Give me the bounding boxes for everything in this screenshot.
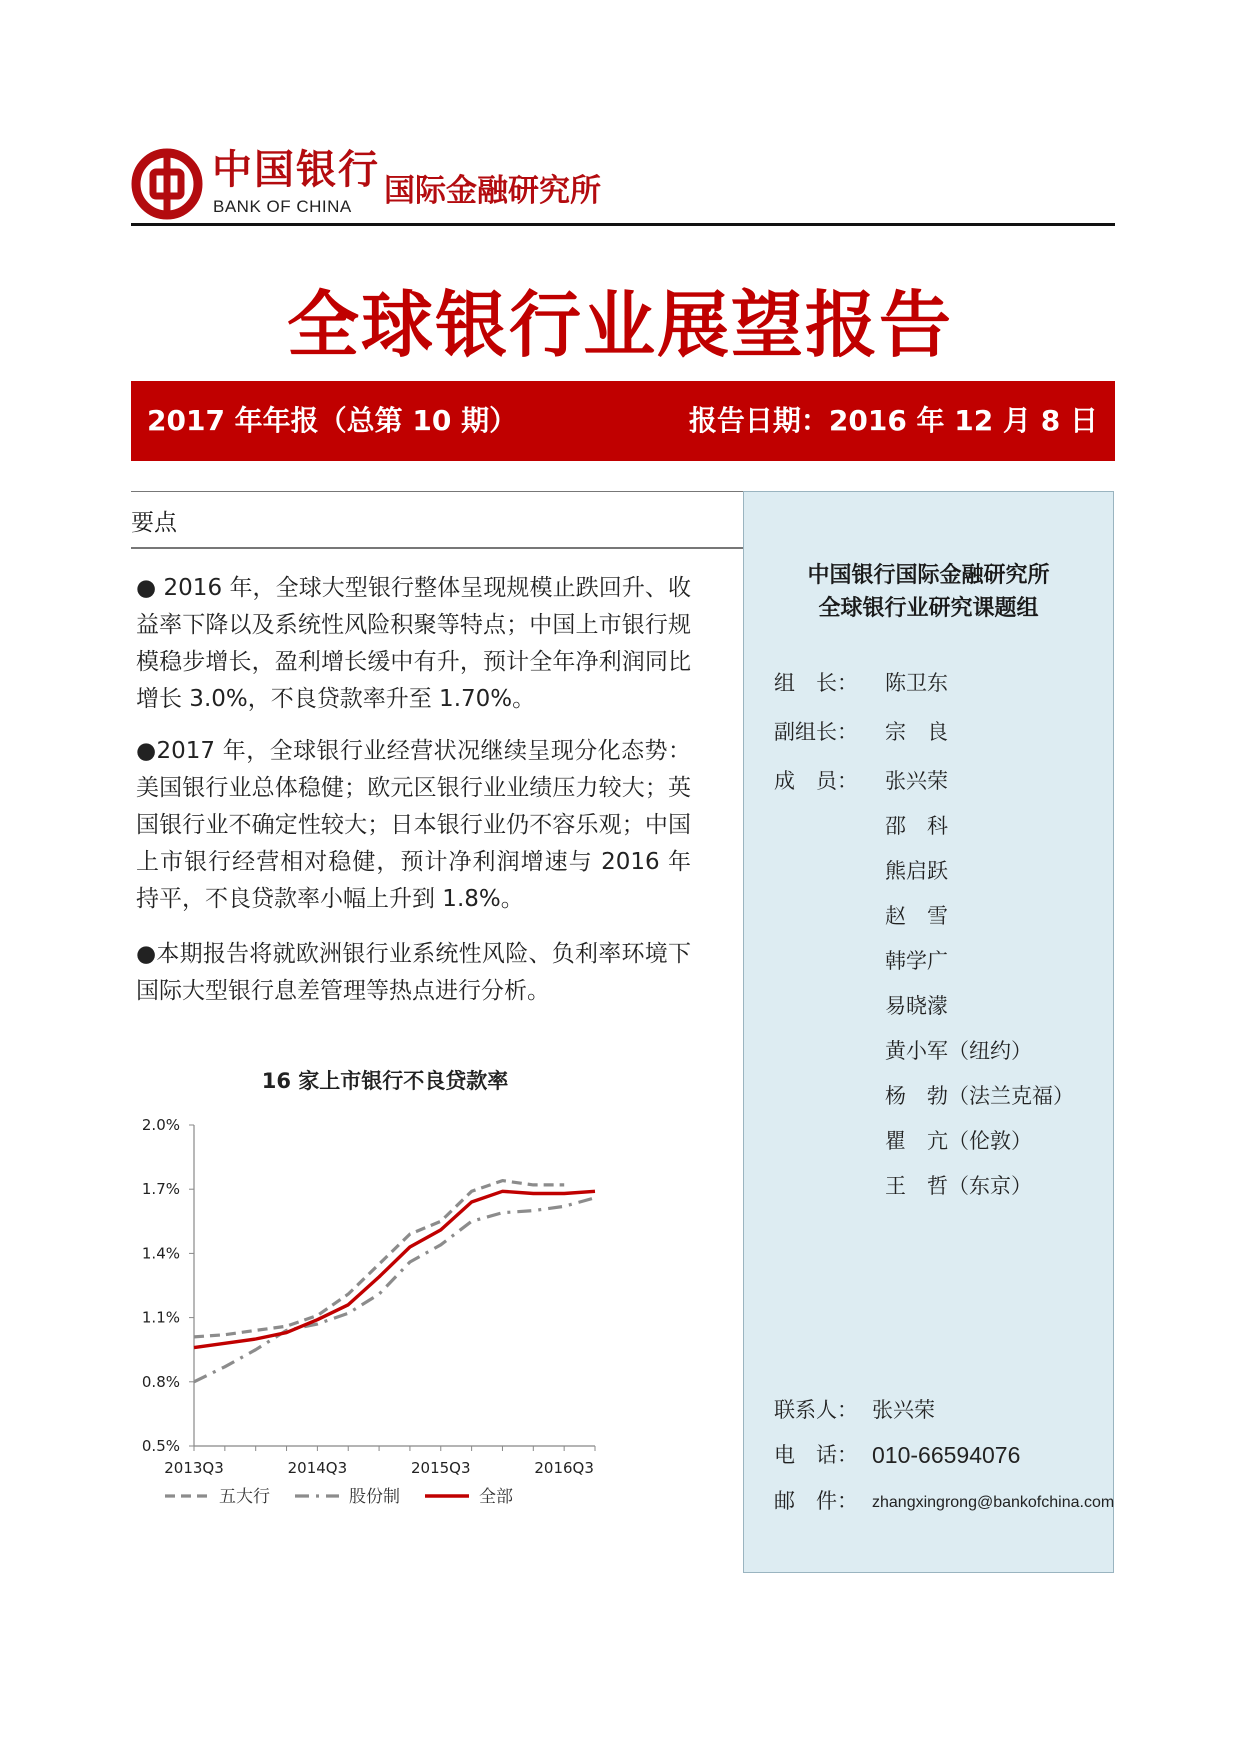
member-name: 瞿 亢（伦敦） <box>885 1129 1032 1153</box>
chart-title: 16 家上市银行不良贷款率 <box>261 1069 509 1093</box>
x-tick-label: 2015Q3 <box>411 1459 471 1477</box>
deputy-label: 副组长： <box>774 720 858 744</box>
series-line-big5 <box>194 1181 564 1337</box>
header-divider <box>131 223 1115 226</box>
y-tick-label: 0.5% <box>141 1437 180 1455</box>
y-tick-label: 0.8% <box>141 1372 180 1391</box>
leader-label: 组 长： <box>774 671 858 695</box>
npl-ratio-chart <box>125 1050 625 1530</box>
member-name: 韩学广 <box>885 949 948 973</box>
member-name: 易晓濛 <box>885 994 948 1018</box>
logo-english-name: BANK OF CHINA <box>213 197 352 216</box>
issue-label: 2017 年年报（总第 10 期） <box>147 404 518 437</box>
member-name: 杨 勃（法兰克福） <box>885 1084 1074 1108</box>
phone-label: 电 话： <box>774 1443 858 1467</box>
member-name: 邵 科 <box>885 814 948 838</box>
report-date: 报告日期：2016 年 12 月 8 日 <box>688 404 1098 437</box>
phone-number: 010-66594076 <box>872 1442 1021 1468</box>
y-tick-label: 1.1% <box>141 1308 180 1327</box>
members-label: 成 员： <box>774 769 858 793</box>
contact-person: 张兴荣 <box>872 1398 935 1422</box>
team-title-line-1: 中国银行国际金融研究所 <box>807 563 1050 588</box>
logo-chinese-name: 中国银行 <box>212 146 380 193</box>
key-point-1: ● 2016 年，全球大型银行整体呈现规模止跌回升、收益率下降以及系统性风险积聚等特点；中国上市银行规模稳步增长，盈利增长缓中有升，预计全年净利润同比增长 3.0%，不良贷款率升至 1.70%。 <box>136 575 691 712</box>
email-label: 邮 件： <box>774 1489 858 1513</box>
deputy-name: 宗 良 <box>885 720 948 744</box>
member-name: 赵 雪 <box>885 904 948 928</box>
legend-all-label: 全部 <box>479 1487 513 1507</box>
issue-band <box>131 381 1115 461</box>
key-points-top-divider <box>131 491 743 492</box>
member-name: 王 哲（东京） <box>885 1174 1032 1198</box>
contact-person-label: 联系人： <box>774 1398 858 1422</box>
member-name: 熊启跃 <box>885 859 948 883</box>
key-point-2: ●2017 年，全球银行业经营状况继续呈现分化态势：美国银行业总体稳健；欧元区银行业业绩压力较大；英国银行业不确定性较大；日本银行业仍不容乐观；中国上市银行经营相对稳健，预计净利润增速与 2016 年持平，不良贷款率小幅上升到 1.8%。 <box>136 738 691 912</box>
legend-big5-label: 五大行 <box>219 1487 270 1507</box>
y-tick-label: 2.0% <box>141 1116 180 1134</box>
member-name: 张兴荣 <box>885 769 948 793</box>
report-title: 全球银行业展望报告 <box>286 283 953 367</box>
y-tick-label: 1.4% <box>141 1244 180 1263</box>
legend-joint-stock-label: 股份制 <box>349 1487 400 1507</box>
bank-of-china-logo-mark-icon <box>131 148 203 220</box>
institute-name: 国际金融研究所 <box>384 173 601 209</box>
member-name: 黄小军（纽约） <box>885 1039 1032 1063</box>
y-tick-label: 1.7% <box>141 1180 180 1199</box>
x-tick-label: 2014Q3 <box>287 1459 348 1477</box>
leader-name: 陈卫东 <box>885 671 948 695</box>
series-line-all <box>194 1191 595 1347</box>
series-line-joint-stock <box>194 1198 595 1382</box>
team-title-line-2: 全球银行业研究课题组 <box>818 596 1039 621</box>
key-point-3: ●本期报告将就欧洲银行业系统性风险、负利率环境下国际大型银行息差管理等热点进行分析。 <box>136 941 691 1004</box>
x-tick-label: 2016Q3 <box>534 1459 594 1477</box>
key-points-heading: 要点 <box>131 510 177 536</box>
research-team-panel <box>743 491 1114 1573</box>
email-link[interactable]: zhangxingrong@bankofchina.com <box>872 1494 1115 1511</box>
key-points-bottom-divider <box>131 547 743 549</box>
x-tick-label: 2013Q3 <box>164 1459 224 1477</box>
